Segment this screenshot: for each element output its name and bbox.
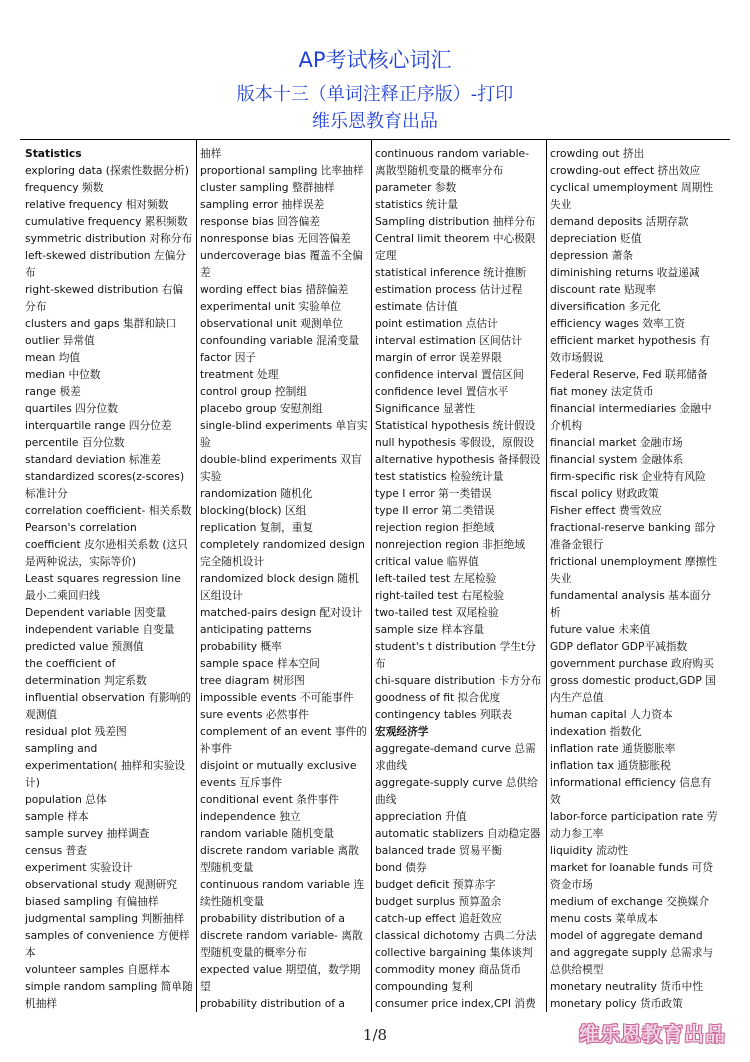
vocab-entry: symmetric distribution 对称分布 [25, 232, 193, 245]
vocab-entry: Federal Reserve, Fed 联邦储备 [550, 368, 708, 381]
vocab-entry: efficient market hypothesis 有效市场假说 [550, 334, 711, 364]
vocab-entry: mean 均值 [25, 351, 81, 364]
vocab-entry: Fisher effect 费雪效应 [550, 504, 662, 517]
vocab-entry: discount rate 贴现率 [550, 283, 657, 296]
vocab-entry: catch-up effect 追赶效应 [375, 912, 502, 925]
vocab-entry: aggregate-supply curve 总供给曲线 [375, 776, 538, 806]
vocab-entry: control group 控制组 [200, 385, 307, 398]
vocab-entry: budget deficit 预算赤字 [375, 878, 496, 891]
vocab-entry: liquidity 流动性 [550, 844, 629, 857]
vocab-entry: samples of convenience 方便样本 [25, 929, 190, 959]
vocab-entry: single-blind experiments 单盲实验 [200, 419, 368, 449]
vocab-entry: cluster sampling 整群抽样 [200, 181, 335, 194]
document-subtitle: 版本十三（单词注释正序版）-打印 [236, 84, 514, 105]
vocab-entry: statistics 统计量 [375, 198, 459, 211]
vocab-entry: observational study 观测研究 [25, 878, 177, 891]
vocab-entry: parameter 参数 [375, 181, 457, 194]
vocab-entry: diversification 多元化 [550, 300, 661, 313]
vocab-entry: Dependent variable 因变量 [25, 606, 167, 619]
vocab-entry: percentile 百分位数 [25, 436, 125, 449]
vocab-entry: crowding-out effect 挤出效应 [550, 164, 701, 177]
vocab-entry: human capital 人力资本 [550, 708, 673, 721]
vocab-entry: biased sampling 有偏抽样 [25, 895, 159, 908]
vocab-entry: null hypothesis 零假设，原假设 [375, 436, 535, 449]
vocab-entry: crowding out 挤出 [550, 147, 645, 160]
vocab-entry: point estimation 点估计 [375, 317, 498, 330]
vocab-entry: discrete random variable 离散型随机变量 [200, 844, 359, 874]
vocab-entry: financial intermediaries 金融中介机构 [550, 402, 712, 432]
vocab-entry: range 极差 [25, 385, 81, 398]
vocab-entry: margin of error 误差界限 [375, 351, 502, 364]
vocab-entry: classical dichotomy 古典二分法 [375, 929, 537, 942]
vocab-entry: factor 因子 [200, 351, 257, 364]
vocab-entry: conditional event 条件事件 [200, 793, 339, 806]
vocab-entry: probability distribution of a [200, 997, 345, 1010]
column-divider [371, 140, 372, 1012]
vocab-entry: treatment 处理 [200, 368, 279, 381]
vocab-entry: volunteer samples 自愿样本 [25, 963, 171, 976]
vocab-entry: budget surplus 预算盈余 [375, 895, 502, 908]
vocab-entry: the coefficient of determination 判定系数 [25, 657, 147, 687]
vocab-entry: outlier 异常值 [25, 334, 95, 347]
vocab-entry: sample size 样本容量 [375, 623, 485, 636]
vocab-entry: collective bargaining 集体谈判 [375, 946, 533, 959]
vocab-entry: continuous random variable- 离散型随机变量的概率分布 [375, 147, 529, 177]
vocab-entry: simple random sampling 简单随机抽样 [25, 980, 193, 1010]
vocab-entry: tree diagram 树形图 [200, 674, 305, 687]
vocab-entry: wording effect bias 措辞偏差 [200, 283, 349, 296]
vocab-entry: fractional-reserve banking 部分准备金银行 [550, 521, 716, 551]
vocab-entry: complement of an event 事件的补事件 [200, 725, 367, 755]
vocab-entry: randomized block design 随机区组设计 [200, 572, 359, 602]
vocab-entry: probability distribution of a discrete random variable- 离散型随机变量的概率分布 [200, 912, 363, 959]
page-number: 1/8 [362, 1026, 388, 1044]
vocab-entry: blocking(block) 区组 [200, 504, 307, 517]
vocab-entry: firm-specific risk 企业特有风险 [550, 470, 706, 483]
vocab-entry: relative frequency 相对频数 [25, 198, 169, 211]
vocab-entry: type II error 第二类错误 [375, 504, 495, 517]
vocab-entry: response bias 回答偏差 [200, 215, 320, 228]
vocab-entry: market for loanable funds 可贷资金市场 [550, 861, 713, 891]
vocab-entry: confounding variable 混淆变量 [200, 334, 360, 347]
vocab-entry: GDP deflator GDP平减指数 [550, 640, 688, 653]
vocab-entry: standardized scores(z-scores) 标准计分 [25, 470, 185, 500]
header-divider [20, 139, 730, 140]
vocab-entry: frictional unemployment 摩擦性失业 [550, 555, 717, 585]
vocab-entry: balanced trade 贸易平衡 [375, 844, 502, 857]
vocab-entry: left-skewed distribution 左偏分布 [25, 249, 186, 279]
vocab-entry: anticipating patterns [200, 623, 312, 636]
vocab-entry: interquartile range 四分位差 [25, 419, 172, 432]
vocab-entry: efficiency wages 效率工资 [550, 317, 686, 330]
vocab-entry: predicted value 预测值 [25, 640, 144, 653]
vocab-entry: sample 样本 [25, 810, 89, 823]
column-divider [196, 140, 197, 1012]
watermark-logo: 维乐恩教育出品 [579, 1022, 726, 1046]
vocab-entry: cyclical umemployment 周期性失业 [550, 181, 714, 211]
vocab-entry: informational efficiency 信息有效 [550, 776, 712, 806]
vocab-entry: confidence interval 置信区间 [375, 368, 524, 381]
vocab-entry: two-tailed test 双尾检验 [375, 606, 499, 619]
section-heading: Statistics [25, 147, 82, 160]
vocab-entry: frequency 频数 [25, 181, 104, 194]
vocab-entry: statistical inference 统计推断 [375, 266, 527, 279]
vocab-entry: 抽样 [200, 147, 222, 160]
vocab-entry: compounding 复利 [375, 980, 473, 993]
vocab-entry: depreciation 贬值 [550, 232, 642, 245]
vocab-entry: Central limit theorem 中心极限定理 [375, 232, 536, 262]
vocab-entry: indexation 指数化 [550, 725, 642, 738]
vocab-entry: exploring data (探索性数据分析) [25, 164, 189, 177]
vocab-entry: rejection region 拒绝域 [375, 521, 495, 534]
vocab-entry: aggregate-demand curve 总需求曲线 [375, 742, 536, 772]
vocab-entry: Statistical hypothesis 统计假设 [375, 419, 536, 432]
vocab-entry: appreciation 升值 [375, 810, 467, 823]
vocab-entry: fiat money 法定货币 [550, 385, 654, 398]
vocab-entry: residual plot 残差图 [25, 725, 127, 738]
vocab-entry: replication 复制，重复 [200, 521, 314, 534]
vocab-entry: observational unit 观测单位 [200, 317, 343, 330]
vocab-column-4 [550, 145, 718, 1013]
vocab-entry: commodity money 商品货币 [375, 963, 522, 976]
vocab-entry: sampling and experimentation( 抽样和实验设计) [25, 742, 186, 789]
vocab-entry: continuous random variable 连续性随机变量 [200, 878, 365, 908]
vocab-entry: critical value 临界值 [375, 555, 479, 568]
vocab-entry: correlation coefficient- 相关系数 [25, 504, 192, 517]
vocab-entry: financial system 金融体系 [550, 453, 684, 466]
vocab-entry: double-blind experiments 双盲实验 [200, 453, 362, 483]
vocab-entry: nonresponse bias 无回答偏差 [200, 232, 351, 245]
vocab-entry: judgmental sampling 判断抽样 [25, 912, 185, 925]
vocab-entry: clusters and gaps 集群和缺口 [25, 317, 177, 330]
vocab-entry: sampling error 抽样误差 [200, 198, 325, 211]
vocab-entry: experimental unit 实验单位 [200, 300, 342, 313]
publisher-line: 维乐恩教育出品 [312, 111, 438, 132]
vocab-entry: bond 债券 [375, 861, 427, 874]
vocab-entry: probability 概率 [200, 640, 282, 653]
vocab-entry: completely randomized design 完全随机设计 [200, 538, 365, 568]
vocab-entry: cumulative frequency 累积频数 [25, 215, 188, 228]
vocab-entry: expected value 期望值，数学期望 [200, 963, 361, 993]
vocab-entry: fundamental analysis 基本面分析 [550, 589, 711, 619]
vocab-entry: estimation process 估计过程 [375, 283, 523, 296]
vocab-entry [25, 1012, 193, 1013]
vocab-entry: independence 独立 [200, 810, 301, 823]
vocab-entry: consumer price index,CPI 消费 [375, 997, 536, 1010]
vocab-entry: interval estimation 区间估计 [375, 334, 523, 347]
vocab-entry: inflation tax 通货膨胀税 [550, 759, 671, 772]
vocab-entry: financial market 金融市场 [550, 436, 683, 449]
vocab-entry: influential observation 有影响的观测值 [25, 691, 192, 721]
document-title: AP考试核心词汇 [298, 48, 452, 72]
vocab-entry: disjoint or mutually exclusive events 互斥事件 [200, 759, 357, 789]
vocab-entry: alternative hypothesis 备择假设 [375, 453, 541, 466]
vocab-entry: labor-force participation rate 劳动力参工率 [550, 810, 718, 840]
vocab-column-3 [375, 145, 543, 1013]
vocab-entry: diminishing returns 收益递减 [550, 266, 700, 279]
vocab-entry: population 总体 [25, 793, 107, 806]
vocab-entry: fiscal policy 财政政策 [550, 487, 659, 500]
vocab-entry: sure events 必然事件 [200, 708, 309, 721]
vocab-entry: contingency tables 列联表 [375, 708, 512, 721]
vocab-entry: gross domestic product,GDP 国内生产总值 [550, 674, 716, 704]
vocab-entry: quartiles 四分位数 [25, 402, 118, 415]
vocab-entry: Least squares regression line 最小二乘回归线 [25, 572, 181, 602]
vocab-entry: model of aggregate demand and aggregate supply 总需求与总供给模型 [550, 929, 714, 976]
vocab-entry: inflation rate 通货膨胀率 [550, 742, 676, 755]
vocab-entry: estimate 估计值 [375, 300, 458, 313]
vocab-entry: sample survey 抽样调查 [25, 827, 150, 840]
column-divider [546, 140, 547, 1012]
vocab-column-2 [200, 145, 368, 1013]
vocab-entry: student's t distribution 学生t分布 [375, 640, 536, 670]
vocab-entry: right-tailed test 右尾检验 [375, 589, 505, 602]
vocab-entry: impossible events 不可能事件 [200, 691, 354, 704]
vocab-entry: independent variable 自变量 [25, 623, 175, 636]
vocab-entry: nonrejection region 非拒绝域 [375, 538, 526, 551]
vocab-entry: depression 萧条 [550, 249, 634, 262]
vocab-entry: automatic stablizers 自动稳定器 [375, 827, 541, 840]
vocab-entry: confidence level 置信水平 [375, 385, 509, 398]
vocab-entry: monetary neutrality 货币中性 [550, 980, 704, 993]
vocab-entry: proportional sampling 比率抽样 [200, 164, 364, 177]
section-heading: 宏观经济学 [375, 725, 429, 738]
vocab-entry: type I error 第一类错误 [375, 487, 492, 500]
vocab-entry: Pearson's correlation coefficient 皮尔逊相关系数 (这只是两种说法，实际等价) [25, 521, 188, 568]
vocab-entry: undercoverage bias 覆盖不全偏差 [200, 249, 363, 279]
vocab-entry: Sampling distribution 抽样分布 [375, 215, 536, 228]
vocab-entry: randomization 随机化 [200, 487, 313, 500]
vocab-entry [550, 1012, 718, 1013]
vocab-entry: government purchase 政府购买 [550, 657, 714, 670]
vocab-entry: test statistics 检验统计量 [375, 470, 504, 483]
vocab-entry: goodness of fit 拟合优度 [375, 691, 501, 704]
vocab-entry: census 普查 [25, 844, 87, 857]
vocab-entry: placebo group 安慰剂组 [200, 402, 323, 415]
vocab-entry: matched-pairs design 配对设计 [200, 606, 363, 619]
vocab-entry: right-skewed distribution 右偏分布 [25, 283, 184, 313]
vocab-entry: Significance 显著性 [375, 402, 476, 415]
vocab-column-1 [25, 145, 193, 1013]
vocab-entry: chi-square distribution 卡方分布 [375, 674, 542, 687]
vocab-entry: medium of exchange 交换媒介 [550, 895, 710, 908]
vocab-entry: menu costs 菜单成本 [550, 912, 658, 925]
vocab-entry: sample space 样本空间 [200, 657, 320, 670]
vocab-entry: median 中位数 [25, 368, 101, 381]
vocab-entry: standard deviation 标准差 [25, 453, 161, 466]
vocab-entry: future value 未来值 [550, 623, 651, 636]
vocab-entry: demand deposits 活期存款 [550, 215, 689, 228]
vocab-entry: left-tailed test 左尾检验 [375, 572, 497, 585]
vocab-entry: random variable 随机变量 [200, 827, 335, 840]
vocab-entry: monetary policy 货币政策 [550, 997, 683, 1010]
vocab-entry: experiment 实验设计 [25, 861, 133, 874]
